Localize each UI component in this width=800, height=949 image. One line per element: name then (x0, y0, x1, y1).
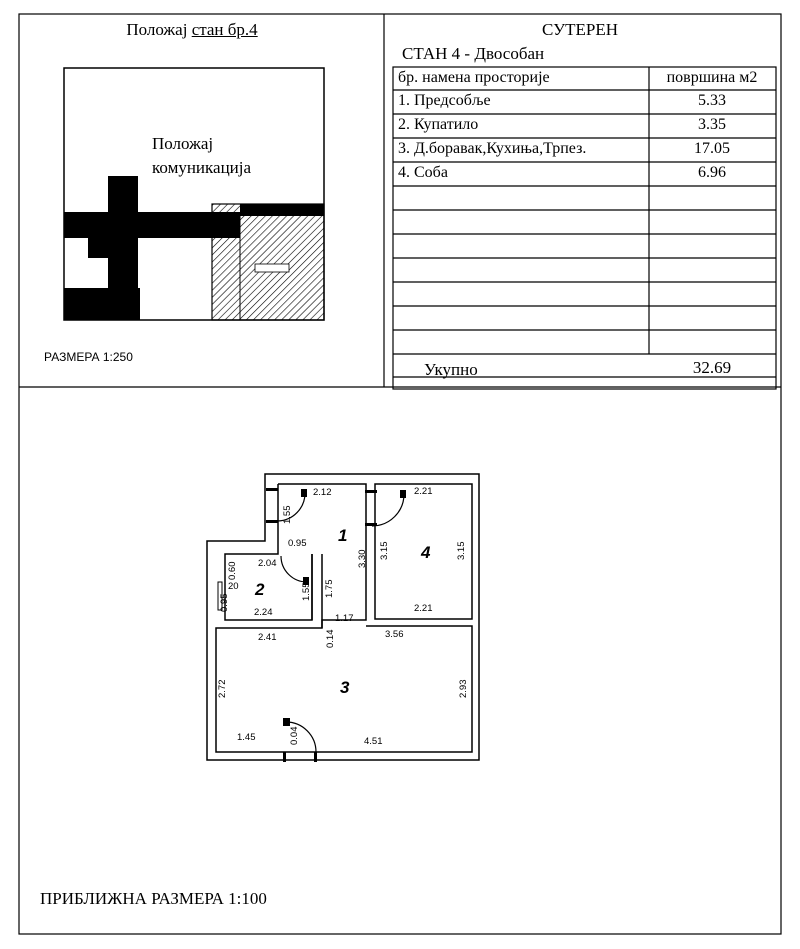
row-4-area: 6.96 (698, 164, 726, 181)
row-1-name: 1. Предсобље (398, 92, 491, 109)
row-3-name: 3. Д.боравак,Кухиња,Трпез. (398, 140, 587, 157)
dim-label: 2.21 (414, 486, 433, 497)
dim-label: 2.21 (414, 603, 433, 614)
row-2-area: 3.35 (698, 116, 726, 133)
dim-label: 2.24 (254, 607, 273, 618)
dim-label: 1.45 (237, 732, 256, 743)
dim-label: 2.41 (258, 632, 277, 643)
dim-label: 3.15 (379, 541, 390, 560)
row-4-name: 4. Соба (398, 164, 448, 181)
dim-label: 2.93 (458, 679, 469, 698)
dim-label: 1.17 (335, 613, 354, 624)
dim-label: 0.14 (325, 629, 336, 648)
dim-label: 2.12 (313, 487, 332, 498)
dim-label: 1.75 (324, 579, 335, 598)
floor-title: СУТЕРЕН (541, 20, 619, 39)
dim-label: 0.95 (219, 593, 230, 612)
location-scale: РАЗМЕРА 1:250 (44, 350, 133, 364)
dim-label: 3.15 (456, 541, 467, 560)
row-2-name: 2. Купатило (398, 116, 479, 133)
dim-label: 3.56 (385, 629, 404, 640)
dim-label: 2.04 (258, 558, 277, 569)
room-number-3: 3 (340, 678, 350, 697)
apartment-title: СТАН 4 - Двособан (402, 44, 545, 63)
communication-label: Положај комуникација (152, 134, 252, 177)
room-number-1: 1 (338, 526, 348, 545)
dim-label: 2.72 (217, 679, 228, 698)
location-title: Положај стан бр.4 (126, 20, 258, 39)
dim-label: 3.30 (357, 549, 368, 568)
room-number-2: 2 (255, 580, 265, 599)
total-label: Укупно (424, 360, 478, 379)
plan-scale: ПРИБЛИЖНА РАЗМЕРА 1:100 (40, 889, 267, 908)
header-room: бр. намена просторије (398, 69, 550, 86)
dim-label: 0.60 (227, 561, 238, 580)
room-number-4: 4 (421, 543, 431, 562)
location-diagram (64, 68, 324, 320)
row-3-area: 17.05 (694, 140, 730, 157)
dim-label: 1.55 (301, 582, 312, 601)
dim-label: 0.95 (288, 538, 307, 549)
total-value: 32.69 (692, 358, 732, 377)
row-1-area: 5.33 (698, 92, 726, 109)
dim-label: 4.51 (364, 736, 383, 747)
dim-label: 1.55 (282, 505, 293, 524)
dim-label: 0.04 (289, 726, 300, 745)
header-area: површина м2 (666, 69, 758, 86)
door-marks (218, 488, 406, 762)
dim-label: 20 (228, 581, 239, 592)
